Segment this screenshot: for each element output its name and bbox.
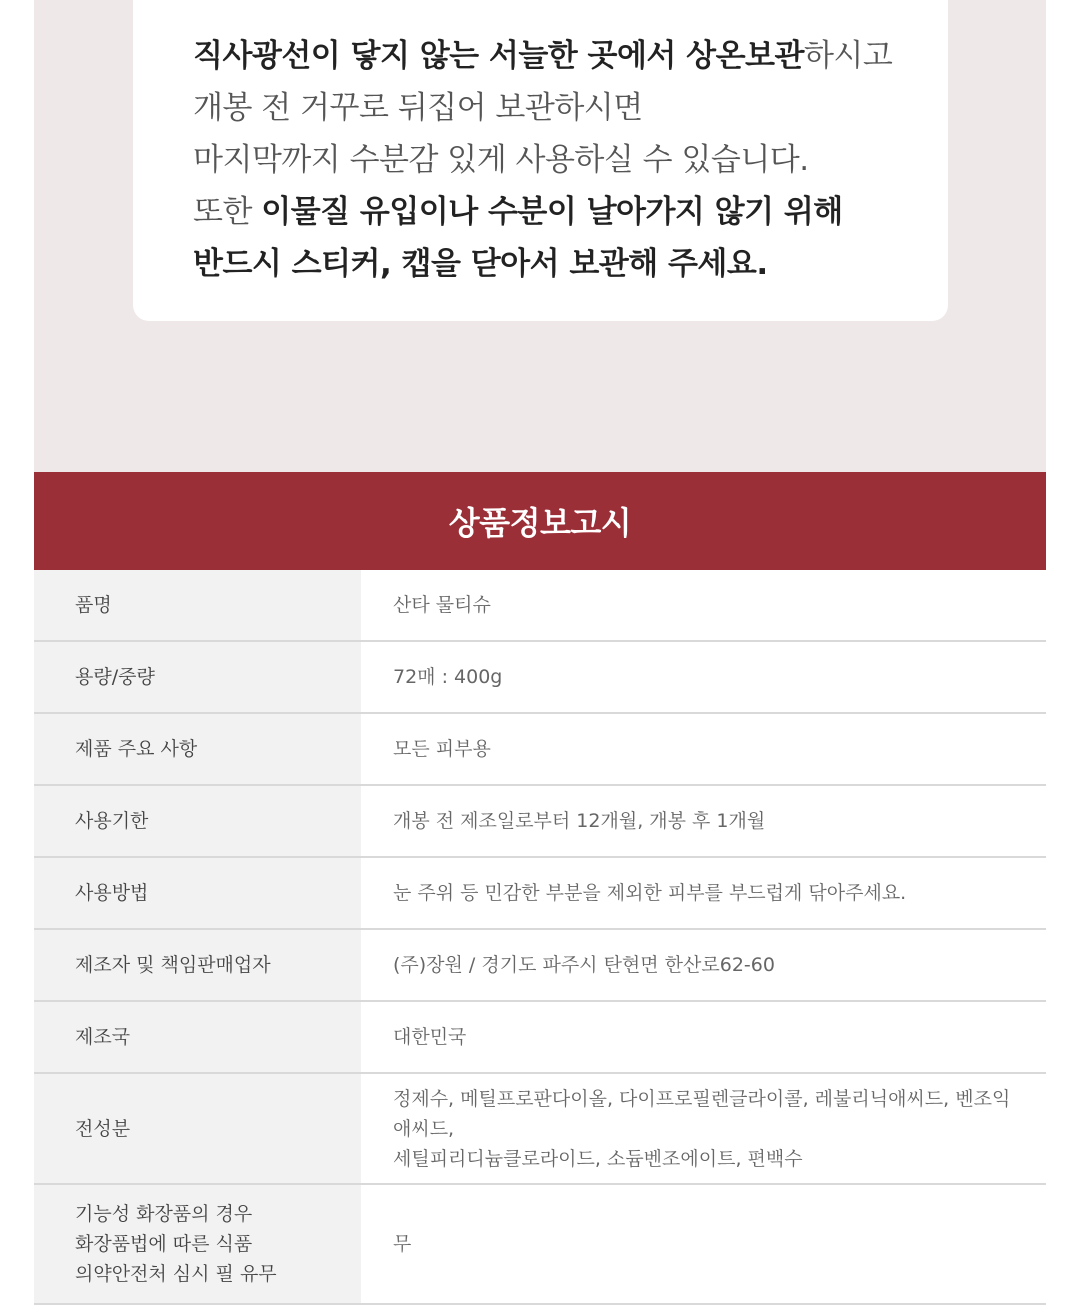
notice-line-2: 개봉 전 거꾸로 뒤집어 보관하시면	[193, 90, 643, 126]
notice-line-4-bold: 이물질 유입이나 수분이 날아가지 않기 위해	[261, 194, 843, 230]
table-row	[34, 713, 1046, 785]
table-row	[34, 570, 1046, 641]
row-value-expiry: 개봉 전 제조일로부터 12개월, 개봉 후 1개월	[361, 785, 1046, 857]
functional-label-line-1: 기능성 화장품의 경우	[75, 1203, 253, 1225]
notice-line-5-bold: 반드시 스티커, 캡을 닫아서 보관해 주세요.	[193, 246, 768, 282]
notice-line-3: 마지막까지 수분감 있게 사용하실 수 있습니다.	[193, 142, 809, 178]
row-label-ingredients: 전성분	[34, 1073, 361, 1184]
row-label-product-name: 품명	[34, 570, 361, 641]
row-value-product-name: 산타 물티슈	[361, 570, 1046, 641]
table-row	[34, 929, 1046, 1001]
table-row	[34, 1073, 1046, 1184]
row-label-key-details: 제품 주요 사항	[34, 713, 361, 785]
notice-line-1	[193, 30, 953, 82]
table-row	[34, 641, 1046, 713]
notice-line-4	[193, 186, 953, 238]
functional-label-line-2: 화장품법에 따른 식품	[75, 1233, 253, 1255]
table-row	[34, 1001, 1046, 1073]
row-value-capacity: 72매 : 400g	[361, 641, 1046, 713]
notice-line-1-rest: 하시고	[803, 38, 893, 74]
notice-line-1-bold: 직사광선이 닿지 않는 서늘한 곳에서 상온보관	[193, 38, 804, 74]
product-info-title: 상품정보고시	[448, 504, 632, 542]
notice-line-4-pre: 또한	[193, 194, 262, 230]
row-label-manufacturer: 제조자 및 책임판매업자	[34, 929, 361, 1001]
table-row	[34, 785, 1046, 857]
notice-line-5	[193, 238, 953, 290]
table-row	[34, 857, 1046, 929]
product-info-table	[34, 570, 1046, 1305]
ingredients-line-1: 정제수, 메틸프로판다이올, 다이프로필렌글라이콜, 레불리닉애씨드, 벤조익애씨드,	[393, 1087, 1011, 1140]
row-label-usage: 사용방법	[34, 857, 361, 929]
row-label-expiry: 사용기한	[34, 785, 361, 857]
product-info-banner	[34, 472, 1046, 570]
row-value-manufacturer: (주)장원 / 경기도 파주시 탄현면 한산로62-60	[361, 929, 1046, 1001]
row-value-key-details: 모든 피부용	[361, 713, 1046, 785]
table-row	[34, 1184, 1046, 1304]
row-label-origin: 제조국	[34, 1001, 361, 1073]
functional-label-line-3: 의약안전처 심시 필 유무	[75, 1263, 277, 1285]
row-label-functional-cosmetics	[34, 1184, 361, 1304]
ingredients-line-2: 세틸피리디늄클로라이드, 소듐벤조에이트, 편백수	[393, 1147, 803, 1170]
row-value-usage: 눈 주위 등 민감한 부분을 제외한 피부를 부드럽게 닦아주세요.	[361, 857, 1046, 929]
row-value-ingredients	[361, 1073, 1046, 1184]
storage-notice-text	[193, 30, 953, 290]
row-label-capacity: 용량/중량	[34, 641, 361, 713]
row-value-origin: 대한민국	[361, 1001, 1046, 1073]
row-value-functional-cosmetics: 무	[361, 1184, 1046, 1304]
